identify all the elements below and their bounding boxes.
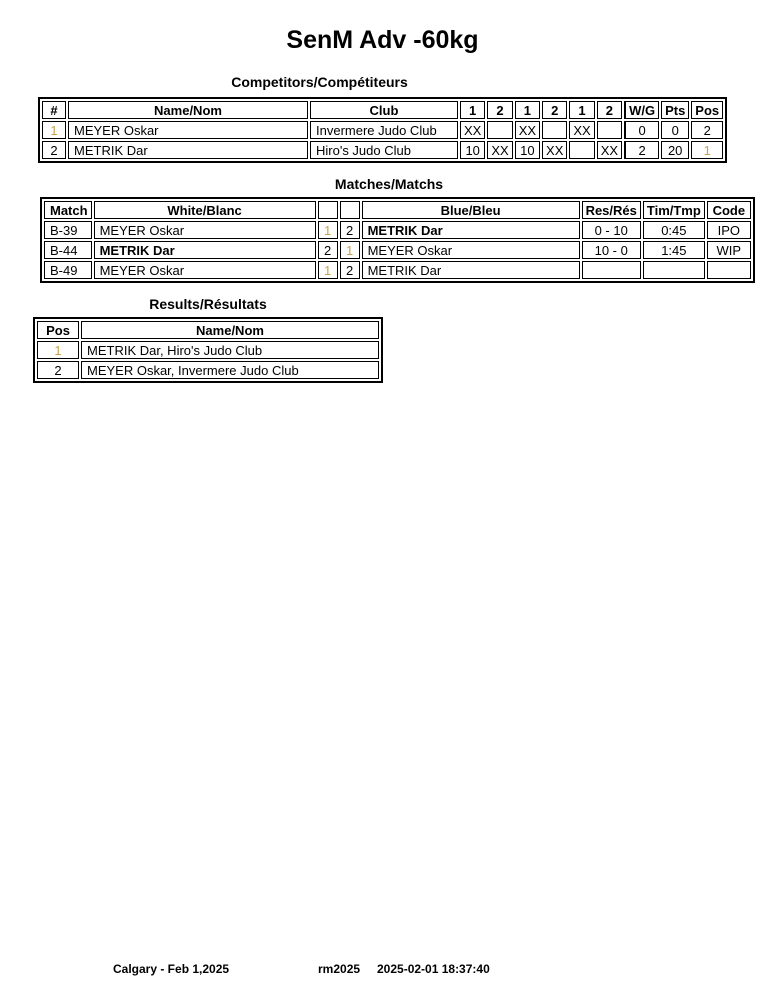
col-header-round: 2 <box>487 101 512 119</box>
results-header-row <box>37 321 379 339</box>
footer-place-date: Calgary - Feb 1,2025 <box>113 962 230 976</box>
blue-competitor-name: MEYER Oskar <box>362 241 580 259</box>
score-cell: XX <box>597 141 622 159</box>
score-cell: XX <box>460 121 485 139</box>
col-header-blue: Blue/Bleu <box>362 201 580 219</box>
matches-heading: Matches/Matchs <box>334 176 444 192</box>
col-header-name: Name/Nom <box>81 321 379 339</box>
match-id: B-44 <box>44 241 92 259</box>
col-header-bluenum <box>340 201 360 219</box>
blue-competitor-name: METRIK Dar <box>362 221 580 239</box>
match-result: 0 - 10 <box>582 221 641 239</box>
col-header-whitenum <box>318 201 338 219</box>
match-row <box>44 261 751 279</box>
score-cell: XX <box>542 141 567 159</box>
col-header-match: Match <box>44 201 92 219</box>
competitors-heading: Competitors/Compétiteurs <box>231 74 408 90</box>
competitor-name: MEYER Oskar <box>68 121 308 139</box>
points-cell: 0 <box>661 121 689 139</box>
competitor-name: METRIK Dar <box>68 141 308 159</box>
footer-timestamp: 2025-02-01 18:37:40 <box>377 962 490 976</box>
match-id: B-39 <box>44 221 92 239</box>
position-cell: 1 <box>691 141 723 159</box>
competitor-row <box>42 141 723 159</box>
match-result <box>582 261 641 279</box>
results-table <box>33 317 383 383</box>
col-header-round: 2 <box>597 101 622 119</box>
match-time: 0:45 <box>643 221 705 239</box>
competitor-club: Invermere Judo Club <box>310 121 458 139</box>
results-heading: Results/Résultats <box>149 296 267 312</box>
score-cell: XX <box>515 121 540 139</box>
score-cell: 10 <box>515 141 540 159</box>
blue-competitor-number: 2 <box>340 261 360 279</box>
col-header-wg: W/G <box>624 101 659 119</box>
blue-competitor-number: 1 <box>340 241 360 259</box>
col-header-tim: Tim/Tmp <box>643 201 705 219</box>
score-cell <box>487 121 512 139</box>
match-code: IPO <box>707 221 751 239</box>
competitor-club: Hiro's Judo Club <box>310 141 458 159</box>
col-header-pts: Pts <box>661 101 689 119</box>
wins-cell: 0 <box>624 121 659 139</box>
blue-competitor-number: 2 <box>340 221 360 239</box>
white-competitor-number: 2 <box>318 241 338 259</box>
match-result: 10 - 0 <box>582 241 641 259</box>
matches-header-row <box>44 201 751 219</box>
wins-cell: 2 <box>624 141 659 159</box>
score-cell <box>569 141 594 159</box>
competitor-row <box>42 121 723 139</box>
footer-app-name: rm2025 <box>318 962 361 976</box>
white-competitor-name: METRIK Dar <box>94 241 316 259</box>
col-header-pos: Pos <box>691 101 723 119</box>
white-competitor-name: MEYER Oskar <box>94 261 316 279</box>
result-name: MEYER Oskar, Invermere Judo Club <box>81 361 379 379</box>
col-header-pos: Pos <box>37 321 79 339</box>
score-cell <box>597 121 622 139</box>
competitors-table <box>38 97 727 163</box>
score-cell <box>542 121 567 139</box>
result-row <box>37 341 379 359</box>
col-header-club: Club <box>310 101 458 119</box>
col-header-round: 1 <box>460 101 485 119</box>
col-header-round: 1 <box>515 101 540 119</box>
competitors-header-row <box>42 101 723 119</box>
score-cell: 10 <box>460 141 485 159</box>
result-position: 1 <box>37 341 79 359</box>
match-id: B-49 <box>44 261 92 279</box>
blue-competitor-name: METRIK Dar <box>362 261 580 279</box>
result-position: 2 <box>37 361 79 379</box>
position-cell: 2 <box>691 121 723 139</box>
col-header-round: 1 <box>569 101 594 119</box>
white-competitor-number: 1 <box>318 221 338 239</box>
page-title: SenM Adv -60kg <box>286 26 479 54</box>
match-time <box>643 261 705 279</box>
col-header-num: # <box>42 101 66 119</box>
col-header-res: Res/Rés <box>582 201 641 219</box>
col-header-white: White/Blanc <box>94 201 316 219</box>
result-row <box>37 361 379 379</box>
points-cell: 20 <box>661 141 689 159</box>
competitor-number: 2 <box>42 141 66 159</box>
result-name: METRIK Dar, Hiro's Judo Club <box>81 341 379 359</box>
white-competitor-name: MEYER Oskar <box>94 221 316 239</box>
match-code: WIP <box>707 241 751 259</box>
col-header-round: 2 <box>542 101 567 119</box>
col-header-code: Code <box>707 201 751 219</box>
col-header-name: Name/Nom <box>68 101 308 119</box>
score-cell: XX <box>569 121 594 139</box>
white-competitor-number: 1 <box>318 261 338 279</box>
match-row <box>44 221 751 239</box>
match-time: 1:45 <box>643 241 705 259</box>
competitor-number: 1 <box>42 121 66 139</box>
score-cell: XX <box>487 141 512 159</box>
matches-table <box>40 197 755 283</box>
match-code <box>707 261 751 279</box>
match-row <box>44 241 751 259</box>
